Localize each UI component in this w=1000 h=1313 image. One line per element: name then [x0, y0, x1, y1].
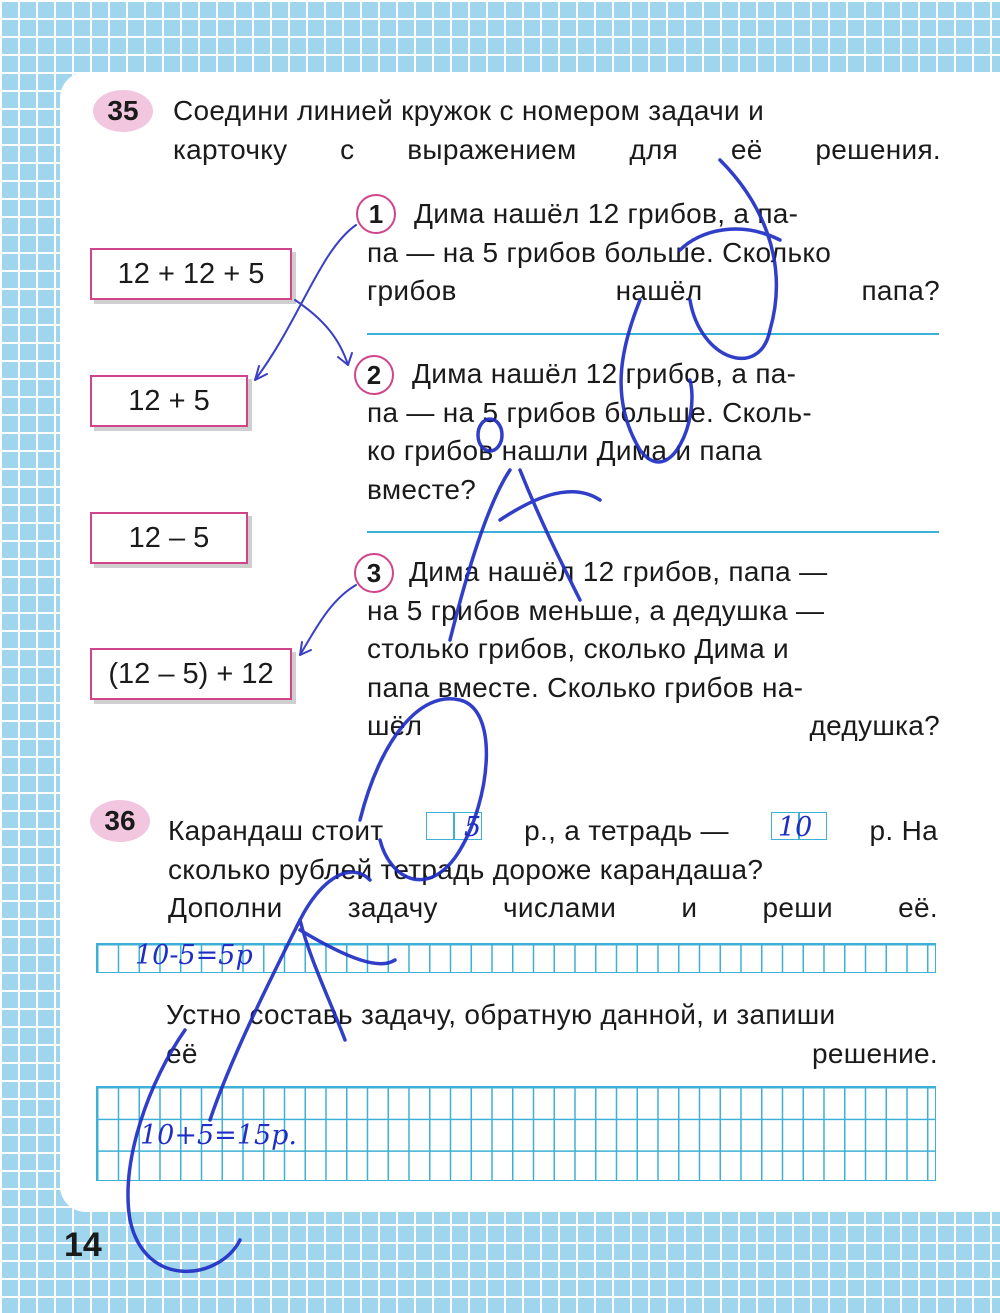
problem-2-text — [367, 355, 940, 509]
expression-card[interactable]: 12 + 5 — [90, 375, 248, 427]
handwritten-number: 10 — [778, 812, 813, 843]
page-number: 14 — [64, 1226, 102, 1264]
problem-line: па — на 5 грибов больше. Сколько — [367, 236, 832, 268]
problem-3-text — [367, 553, 940, 746]
instruction-line: Соедини линией кружок с номером задачи и — [173, 95, 765, 126]
expression-card[interactable]: 12 – 5 — [90, 512, 248, 564]
problem-line: Дима нашёл 12 грибов, папа — — [409, 556, 828, 587]
problem-1-text — [367, 195, 940, 311]
expression-card[interactable]: (12 – 5) + 12 — [90, 648, 292, 700]
problem-circle-2[interactable]: 2 — [354, 355, 394, 395]
instruction-line: карточку с выражением для её решения. — [173, 133, 941, 165]
task-number-badge: 35 — [93, 90, 153, 132]
problem-line: на 5 грибов меньше, а дедушка — — [367, 594, 825, 626]
problem-circle-3[interactable]: 3 — [354, 553, 394, 593]
task-number-badge: 36 — [90, 800, 150, 842]
problem-line: вместе? — [367, 473, 477, 505]
problem-line: грибов нашёл папа? — [367, 275, 940, 306]
problem-line: папа вместе. Сколько грибов на- — [367, 671, 804, 703]
problem-line: па — на 5 грибов больше. Сколь- — [367, 396, 812, 428]
task36-line1-part: р., а тетрадь — — [524, 815, 729, 846]
problem-circle-1[interactable]: 1 — [356, 194, 396, 234]
handwritten-solution: 10+5=15р. — [140, 1120, 298, 1151]
task36-text — [168, 812, 938, 928]
expression-card[interactable]: 12 + 12 + 5 — [90, 248, 292, 300]
task36-line-1 — [168, 812, 938, 851]
task35-instruction — [173, 92, 941, 169]
problem-line: ко грибов нашли Дима и папа — [367, 435, 763, 466]
separator-line — [367, 333, 939, 335]
problem-line: Дима нашёл 12 грибов, а па- — [414, 198, 799, 229]
problem-line: шёл дедушка? — [367, 710, 940, 741]
task36-line1-part: Карандаш стоит — [168, 815, 384, 846]
separator-line — [367, 531, 939, 533]
task36-line-3: Дополни задачу числами и реши её. — [168, 892, 938, 923]
problem-line: столько грибов, сколько Дима и — [367, 633, 789, 664]
task36-second-instruction — [166, 996, 938, 1073]
handwritten-number: 5 — [464, 812, 482, 843]
answer-box[interactable] — [426, 812, 454, 840]
handwritten-solution: 10-5=5р — [135, 940, 253, 971]
task36-line-2: сколько рублей тетрадь дороже карандаша? — [168, 853, 764, 885]
task36-line1-part: р. На — [869, 815, 938, 846]
problem-line: Дима нашёл 12 грибов, а па- — [412, 358, 797, 389]
instruction-line: её решение. — [166, 1037, 938, 1069]
instruction-line: Устно составь задачу, обратную данной, и запиши — [166, 999, 836, 1030]
